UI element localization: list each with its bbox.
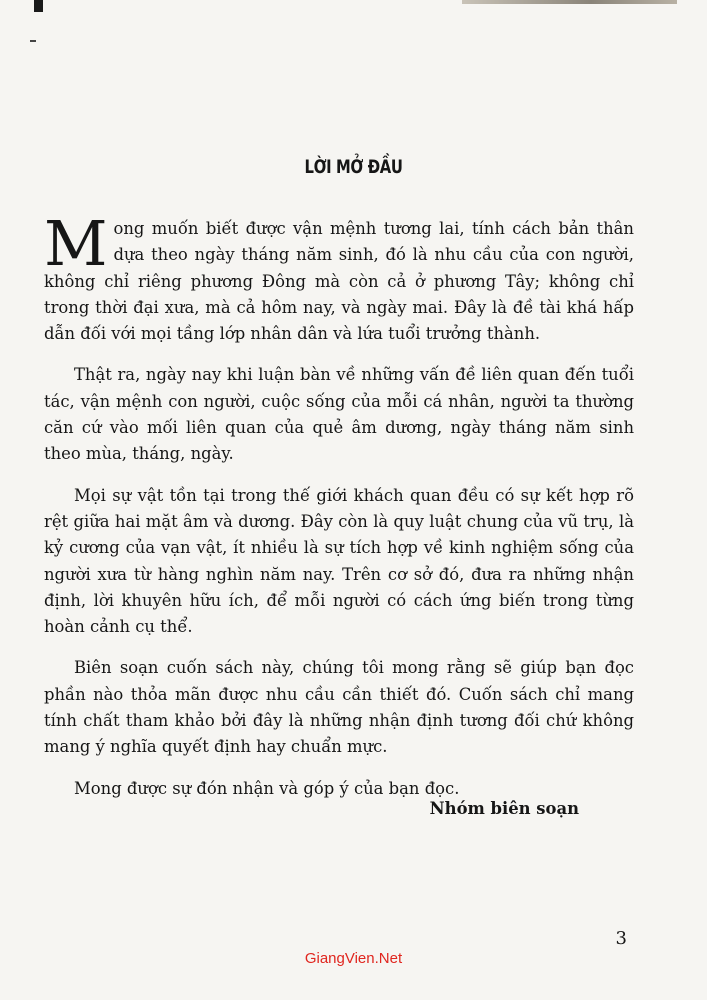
watermark-link[interactable]: GiangVien.Net xyxy=(304,950,403,967)
page-title: LỜI MỞ ĐẦU xyxy=(304,156,403,178)
paragraph: Mọi sự vật tồn tại trong thế giới khách quan đều có sự kết hợp rõ rệt giữa hai mặt âm và dương. Đây còn là quy luật chung của vũ trụ, là kỷ cương của vạn vật, ít nhiều là sự tích hợp về kinh nghiệm sống của người xưa từ hàng nghìn năm nay. Trên cơ sở đó, đưa ra những nhận định, lời khuyên hữu ích, để mỗi người có cách ứng biến trong từng hoàn cảnh cụ thể. xyxy=(44,485,634,637)
paragraph: Thật ra, ngày nay khi luận bàn về những vấn đề liên quan đến tuổi tác, vận mệnh con người, cuộc sống của mỗi cá nhân, người ta thường căn cứ vào mối liên quan của quẻ âm dương, ngày tháng năm sinh theo mùa, tháng, ngày. xyxy=(44,365,634,464)
scan-edge-mark xyxy=(462,0,677,4)
paragraph xyxy=(44,207,634,347)
scan-edge-mark xyxy=(30,40,36,42)
body-text xyxy=(44,207,634,817)
dropcap-letter: M xyxy=(44,207,108,280)
page-number: 3 xyxy=(615,928,627,949)
paragraph: Biên soạn cuốn sách này, chúng tôi mong rằng sẽ giúp bạn đọc phần nào thỏa mãn được nhu cầu cần thiết đó. Cuốn sách chỉ mang tính chất tham khảo bởi đây là những nhận định tương đối chứ không mang ý nghĩa quyết định hay chuẩn mực. xyxy=(44,658,634,757)
paragraph-text: ong muốn biết được vận mệnh tương lai, tính cách bản thân dựa theo ngày tháng năm sinh, đó là nhu cầu của con người, không chỉ riêng phương Đông mà còn cả ở phương Tây; không chỉ trong thời đại xưa, mà cả hôm nay, và ngày mai. Đây là đề tài khá hấp dẫn đối với mọi tầng lớp nhân dân và lứa tuổi trưởng thành. xyxy=(44,219,634,344)
scan-edge-mark xyxy=(34,0,43,12)
signature: Nhóm biên soạn xyxy=(429,799,579,818)
paragraph: Mong được sự đón nhận và góp ý của bạn đọc. xyxy=(74,778,460,798)
